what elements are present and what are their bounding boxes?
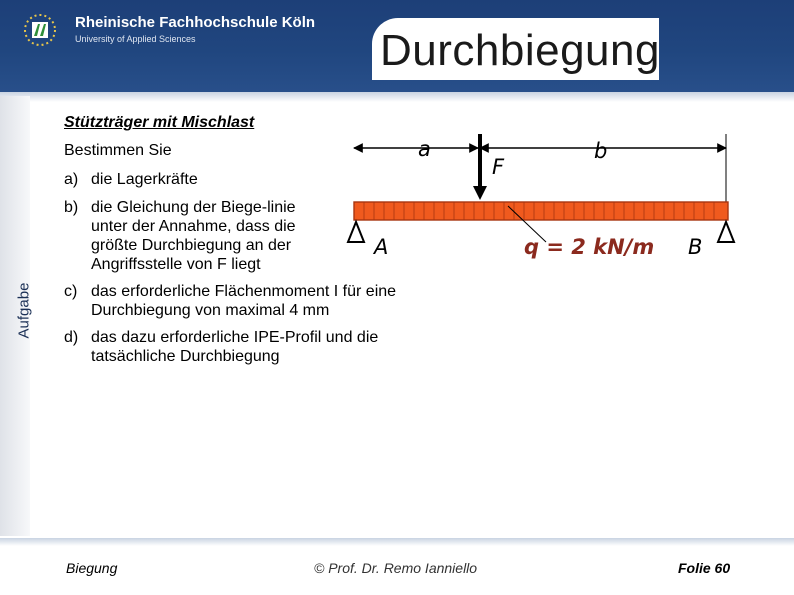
footer-topic: Biegung: [66, 560, 118, 576]
item-text: das erforderliche Flächenmoment I für eine Durchbiegung von maximal 4 mm: [91, 283, 397, 319]
footer-divider: [0, 538, 794, 546]
university-logo-icon: [22, 10, 58, 50]
slide-title: Durchbiegung: [380, 26, 660, 75]
item-label: c): [64, 283, 78, 300]
item-text: das dazu erforderliche IPE-Profil und die tatsächliche Durchbiegung: [91, 329, 379, 365]
side-label: Aufgabe: [15, 282, 33, 339]
support-B-icon: [718, 222, 734, 242]
support-A-icon: [348, 222, 364, 242]
footer-author: © Prof. Dr. Remo Ianniello: [314, 560, 478, 576]
label-F: F: [492, 155, 505, 179]
label-A: A: [374, 235, 389, 259]
label-B: B: [688, 235, 703, 259]
item-label: a): [64, 171, 79, 188]
beam: [354, 202, 728, 220]
item-text: die Lagerkräfte: [91, 171, 198, 188]
load-label: q = 2 kN/m: [524, 235, 655, 259]
task-subtitle: Stützträger mit Mischlast: [64, 114, 255, 131]
label-b: b: [594, 139, 608, 163]
footer-slide-number: Folie 60: [678, 560, 731, 576]
task-intro: Bestimmen Sie: [64, 142, 172, 159]
label-a: a: [418, 137, 431, 161]
institution-subtitle: University of Applied Sciences: [75, 34, 196, 44]
header-shadow: [0, 92, 794, 102]
force-arrow-head: [473, 186, 487, 200]
institution-name: Rheinische Fachhochschule Köln: [75, 14, 316, 31]
beam-diagram: [340, 128, 750, 273]
item-label: b): [64, 199, 79, 216]
item-label: d): [64, 329, 79, 346]
item-text: die Gleichung der Biege-linie unter der Annahme, dass die größte Durchbiegung an der Angriffsstelle von F liegt: [91, 199, 296, 273]
